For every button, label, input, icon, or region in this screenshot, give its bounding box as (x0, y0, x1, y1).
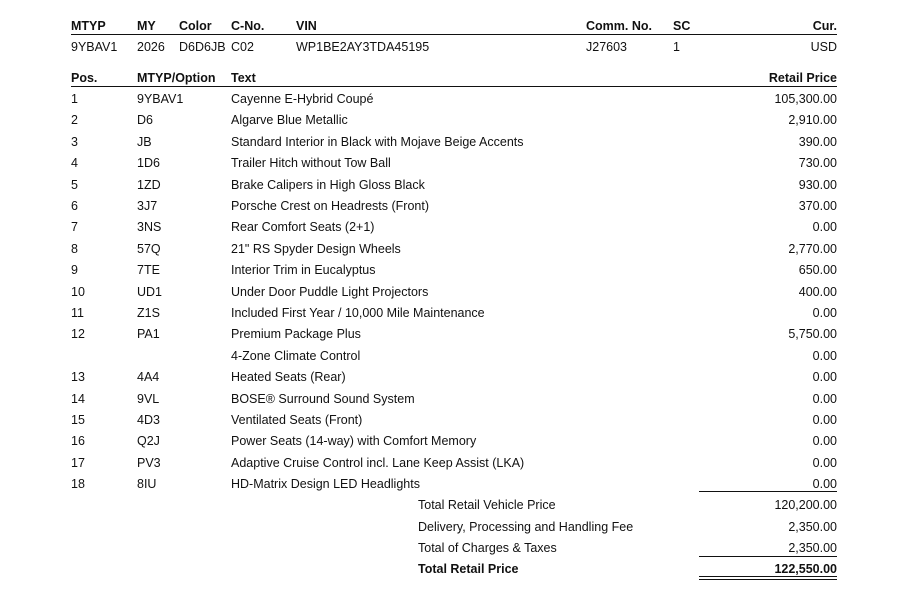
row-pos: 4 (71, 156, 78, 171)
row-text: Power Seats (14-way) with Comfort Memory (231, 434, 477, 449)
row-pos: 15 (71, 413, 85, 427)
label-color: Color (179, 19, 212, 33)
row-pos: 11 (71, 306, 84, 320)
row-text: Ventilated Seats (Front) (231, 413, 363, 427)
value-cno: C02 (231, 40, 254, 54)
row-text: 4-Zone Climate Control (231, 348, 361, 363)
row-code: 3NS (137, 220, 162, 235)
row-price: 0.00 (812, 413, 837, 427)
total-label: Delivery, Processing and Handling Fee (418, 520, 634, 534)
row-text: Adaptive Cruise Control incl. Lane Keep Assist (LKA) (231, 455, 525, 470)
row-price: 930.00 (798, 177, 837, 192)
header-text: Text (231, 71, 256, 85)
header-pos: Pos. (71, 71, 98, 85)
label-my: MY (137, 19, 156, 33)
value-cur: USD (810, 40, 837, 54)
row-code: JB (137, 134, 152, 149)
total-double-underline-1 (699, 576, 837, 577)
value-mtyp: 9YBAV1 (71, 40, 118, 54)
row-price: 105,300.00 (774, 92, 837, 106)
row-pos: 13 (71, 370, 85, 385)
row-price: 5,750.00 (788, 327, 837, 342)
value-vin: WP1BE2AY3TDA45195 (296, 40, 430, 54)
label-vin: VIN (296, 19, 317, 33)
row-price: 390.00 (798, 134, 837, 149)
row-text: HD-Matrix Design LED Headlights (231, 477, 420, 492)
label-cno: C-No. (231, 19, 265, 33)
row-pos: 16 (71, 434, 85, 449)
total-label: Total Retail Price (418, 562, 519, 576)
row-code: 4D3 (137, 413, 160, 427)
row-price: 650.00 (798, 263, 837, 278)
row-price: 0.00 (812, 306, 837, 320)
row-pos: 3 (71, 134, 78, 149)
charges-divider (699, 556, 837, 557)
row-price: 370.00 (798, 199, 837, 213)
row-text: Brake Calipers in High Gloss Black (231, 177, 425, 192)
row-price: 730.00 (798, 156, 837, 171)
label-mtyp: MTYP (71, 19, 106, 33)
subtotal-divider (699, 491, 837, 492)
row-text: Porsche Crest on Headrests (Front) (231, 199, 429, 213)
row-text: Algarve Blue Metallic (231, 113, 348, 128)
total-label: Total Retail Vehicle Price (418, 498, 556, 512)
row-text: BOSE® Surround Sound System (231, 391, 415, 406)
row-code: 8IU (137, 477, 157, 492)
row-text: Trailer Hitch without Tow Ball (231, 156, 391, 171)
total-value: 2,350.00 (788, 520, 837, 534)
row-pos: 8 (71, 241, 78, 256)
header-mtyp-option: MTYP/Option (137, 71, 216, 85)
row-price: 400.00 (798, 284, 837, 299)
row-price: 0.00 (812, 220, 837, 235)
row-code: 1ZD (137, 177, 161, 192)
row-code: 3J7 (137, 199, 158, 213)
row-text: Premium Package Plus (231, 327, 361, 342)
value-comm-no: J27603 (586, 40, 628, 54)
row-pos: 9 (71, 263, 78, 278)
row-pos: 17 (71, 455, 85, 470)
row-text: Under Door Puddle Light Projectors (231, 284, 429, 299)
row-price: 0.00 (812, 348, 837, 363)
row-pos: 5 (71, 177, 78, 192)
label-sc: SC (673, 19, 691, 33)
total-label: Total of Charges & Taxes (418, 541, 557, 555)
row-text: Rear Comfort Seats (2+1) (231, 220, 375, 235)
row-price: 0.00 (812, 477, 837, 492)
row-code: 9YBAV1 (137, 92, 184, 106)
row-price: 2,770.00 (788, 241, 837, 256)
row-price: 0.00 (812, 455, 837, 470)
label-cur: Cur. (812, 19, 837, 33)
row-text: 21" RS Spyder Design Wheels (231, 241, 401, 256)
row-text: Heated Seats (Rear) (231, 370, 346, 385)
total-value: 2,350.00 (788, 541, 837, 555)
row-pos: 1 (71, 92, 78, 106)
row-pos: 2 (71, 113, 78, 128)
row-code: Q2J (137, 434, 160, 449)
row-price: 0.00 (812, 370, 837, 385)
row-code: D6 (137, 113, 153, 128)
header-retail-price: Retail Price (768, 71, 837, 85)
items-header-underline (71, 86, 837, 87)
row-price: 2,910.00 (788, 113, 837, 128)
row-pos: 10 (71, 284, 85, 299)
row-price: 0.00 (812, 391, 837, 406)
row-pos: 12 (71, 327, 85, 342)
row-code: PV3 (137, 455, 161, 470)
row-code: 7TE (137, 263, 160, 278)
row-code: 57Q (137, 241, 161, 256)
value-my: 2026 (137, 40, 165, 54)
row-text: Cayenne E-Hybrid Coupé (231, 92, 374, 106)
total-value: 120,200.00 (774, 498, 837, 512)
row-pos: 7 (71, 220, 78, 235)
row-price: 0.00 (812, 434, 837, 449)
value-color: D6D6JB (179, 40, 226, 54)
row-pos: 18 (71, 477, 85, 492)
row-code: UD1 (137, 284, 163, 299)
total-value: 122,550.00 (774, 562, 837, 576)
row-text: Standard Interior in Black with Mojave Beige Accents (231, 134, 524, 149)
row-code: Z1S (137, 306, 160, 320)
row-code: PA1 (137, 327, 160, 342)
total-double-underline-2 (699, 579, 837, 580)
value-sc: 1 (673, 40, 680, 54)
row-text: Interior Trim in Eucalyptus (231, 263, 376, 278)
row-pos: 6 (71, 199, 78, 213)
row-text: Included First Year / 10,000 Mile Maintenance (231, 306, 485, 320)
row-code: 1D6 (137, 156, 160, 171)
row-code: 9VL (137, 391, 160, 406)
row-pos: 14 (71, 391, 85, 406)
label-comm-no: Comm. No. (586, 19, 652, 33)
row-code: 4A4 (137, 370, 160, 385)
